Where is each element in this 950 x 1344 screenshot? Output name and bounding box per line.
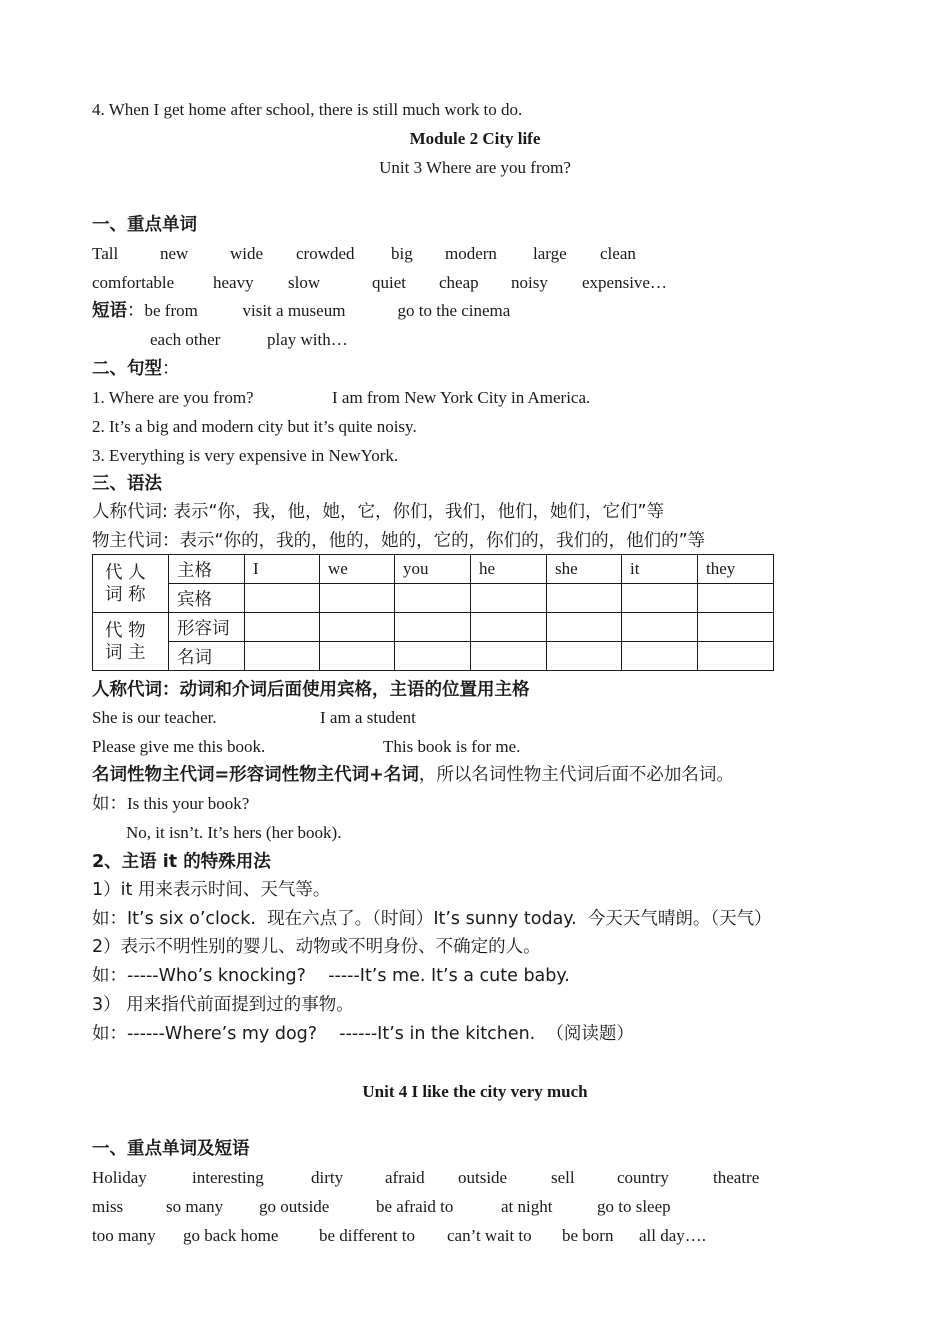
sentence-3: 3. Everything is very expensive in NewYork. bbox=[92, 446, 399, 465]
possessive-rule-rest: ，所以名词性物主代词后面不必加名词。 bbox=[418, 765, 734, 785]
table-cell bbox=[245, 642, 320, 671]
table-cell bbox=[245, 584, 320, 613]
example-row-2 bbox=[92, 736, 520, 758]
phrase: all day…. bbox=[639, 1226, 707, 1245]
table-cell bbox=[622, 584, 698, 613]
table-cell bbox=[320, 584, 395, 613]
unit4-title: Unit 4 I like the city very much bbox=[362, 1082, 588, 1101]
table-cell bbox=[320, 613, 395, 642]
sentence-question: 1. Where are you from? bbox=[92, 388, 254, 407]
table-row bbox=[93, 642, 774, 671]
word: country bbox=[617, 1168, 669, 1187]
table-cell: you bbox=[395, 555, 471, 584]
table-cell bbox=[547, 613, 622, 642]
it-usage-1-example: 如：It’s six o’clock. 现在六点了。（时间）It’s sunny today. 今天天气晴朗。（天气） bbox=[92, 909, 772, 929]
table-cell bbox=[698, 642, 774, 671]
table-cell bbox=[395, 613, 471, 642]
word: wide bbox=[230, 244, 264, 263]
phrase: play with… bbox=[267, 330, 348, 349]
word: big bbox=[391, 244, 413, 263]
word: sell bbox=[551, 1168, 575, 1187]
unit4-words-row2 bbox=[92, 1196, 671, 1218]
module-title: Module 2 City life bbox=[409, 129, 541, 148]
word: clean bbox=[600, 244, 636, 263]
possessive-pronoun-definition: 物主代词：表示“你的，我的，他的，她的，它的，你们的，我们的，他们的”等 bbox=[92, 531, 706, 551]
word: heavy bbox=[213, 273, 254, 292]
table-cell: they bbox=[698, 555, 774, 584]
it-usage-heading: 2、主语 it 的特殊用法 bbox=[92, 852, 271, 872]
table-cell bbox=[698, 613, 774, 642]
phrase: so many bbox=[166, 1197, 224, 1216]
word: Holiday bbox=[92, 1168, 147, 1187]
phrase: be different to bbox=[319, 1226, 415, 1245]
table-cell bbox=[471, 642, 547, 671]
example-row-1 bbox=[92, 707, 416, 729]
sentence-1 bbox=[92, 387, 590, 409]
unit3-grammar-heading: 三、语法 bbox=[92, 474, 162, 494]
unit4-key-words-heading: 一、重点单词及短语 bbox=[92, 1139, 250, 1159]
group-possessive-pronoun: 代 物 词 主 bbox=[93, 613, 169, 671]
unit4-words-row1 bbox=[92, 1167, 759, 1189]
it-usage-1: 1）it 用来表示时间、天气等。 bbox=[92, 880, 331, 900]
it-usage-3: 3） 用来指代前面提到过的事物。 bbox=[92, 995, 354, 1015]
unit4-words-row3 bbox=[92, 1225, 706, 1247]
word: modern bbox=[445, 244, 497, 263]
phrase: each other bbox=[150, 330, 221, 349]
example-sentence: I am a student bbox=[320, 708, 416, 727]
table-cell bbox=[471, 613, 547, 642]
phrase: go to sleep bbox=[597, 1197, 671, 1216]
word: dirty bbox=[311, 1168, 344, 1187]
pronoun-table bbox=[92, 554, 774, 671]
sentence-answer: I am from New York City in America. bbox=[332, 388, 591, 407]
row-label: 形容词 bbox=[169, 613, 245, 642]
unit3-sentences-heading-row bbox=[92, 358, 180, 380]
table-cell bbox=[698, 584, 774, 613]
word: slow bbox=[288, 273, 321, 292]
group-personal-pronoun: 代 人 词 称 bbox=[93, 555, 169, 613]
phrase: at night bbox=[501, 1197, 553, 1216]
example-sentence: Please give me this book. bbox=[92, 737, 266, 756]
word: comfortable bbox=[92, 273, 175, 292]
table-row bbox=[93, 613, 774, 642]
example-question: Is this your book? bbox=[127, 794, 250, 813]
table-cell bbox=[395, 584, 471, 613]
table-cell: she bbox=[547, 555, 622, 584]
table-cell: we bbox=[320, 555, 395, 584]
phrase: can’t wait to bbox=[447, 1226, 532, 1245]
word: theatre bbox=[713, 1168, 760, 1187]
word: large bbox=[533, 244, 567, 263]
phrase: be from bbox=[144, 301, 198, 320]
unit3-key-words-heading: 一、重点单词 bbox=[92, 215, 197, 235]
table-cell bbox=[471, 584, 547, 613]
unit3-sentences-heading: 二、句型 bbox=[92, 359, 162, 379]
word: cheap bbox=[439, 273, 479, 292]
pronoun-rule: 人称代词：动词和介词后面使用宾格，主语的位置用主格 bbox=[92, 680, 530, 700]
it-usage-2: 2）表示不明性别的婴儿、动物或不明身份、不确定的人。 bbox=[92, 937, 541, 957]
word: interesting bbox=[192, 1168, 264, 1187]
phrases-colon: ： bbox=[127, 301, 145, 321]
example-answer: No, it isn’t. It’s hers (her book). bbox=[126, 823, 342, 842]
word: noisy bbox=[511, 273, 548, 292]
phrases-label: 短语 bbox=[92, 301, 127, 321]
possessive-rule bbox=[92, 764, 734, 786]
example-sentence: This book is for me. bbox=[383, 737, 521, 756]
table-row bbox=[93, 555, 774, 584]
phrase: be born bbox=[562, 1226, 614, 1245]
row-label: 宾格 bbox=[169, 584, 245, 613]
table-cell: he bbox=[471, 555, 547, 584]
unit3-words-row2 bbox=[92, 272, 667, 294]
possessive-rule-bold: 名词性物主代词=形容词性物主代词+名词 bbox=[92, 765, 419, 785]
example-sentence: She is our teacher. bbox=[92, 708, 217, 727]
intro-sentence: 4. When I get home after school, there is still much work to do. bbox=[92, 100, 523, 119]
unit3-words-row1 bbox=[92, 243, 636, 265]
table-cell bbox=[547, 584, 622, 613]
table-cell bbox=[622, 642, 698, 671]
it-usage-2-example: 如：-----Who’s knocking? -----It’s me. It’s a cute baby. bbox=[92, 966, 570, 986]
table-row bbox=[93, 584, 774, 613]
table-cell bbox=[395, 642, 471, 671]
example-label: 如： bbox=[92, 794, 127, 814]
word: Tall bbox=[92, 244, 119, 263]
table-cell bbox=[245, 613, 320, 642]
table-cell bbox=[320, 642, 395, 671]
phrase: be afraid to bbox=[376, 1197, 454, 1216]
phrase: visit a museum bbox=[242, 301, 346, 320]
phrase: go to the cinema bbox=[397, 301, 511, 320]
table-cell: it bbox=[622, 555, 698, 584]
row-label: 主格 bbox=[169, 555, 245, 584]
table-cell bbox=[622, 613, 698, 642]
unit3-phrases-row1 bbox=[92, 300, 510, 322]
it-usage-3-example: 如：------Where’s my dog? ------It’s in the kitchen. （阅读题） bbox=[92, 1024, 634, 1044]
word: outside bbox=[458, 1168, 508, 1187]
word: new bbox=[160, 244, 189, 263]
heading-colon: ： bbox=[162, 359, 180, 379]
word: crowded bbox=[296, 244, 355, 263]
unit3-phrases-row2 bbox=[150, 329, 348, 351]
example-row-3 bbox=[92, 793, 249, 815]
personal-pronoun-definition: 人称代词: 表示“你，我，他，她，它，你们，我们，他们，她们，它们”等 bbox=[92, 502, 665, 522]
phrase: go outside bbox=[259, 1197, 330, 1216]
unit3-title: Unit 3 Where are you from? bbox=[379, 158, 571, 177]
row-label: 名词 bbox=[169, 642, 245, 671]
sentence-2: 2. It’s a big and modern city but it’s quite noisy. bbox=[92, 417, 417, 436]
phrase: too many bbox=[92, 1226, 156, 1245]
phrase: miss bbox=[92, 1197, 124, 1216]
word: expensive… bbox=[582, 273, 667, 292]
word: afraid bbox=[385, 1168, 425, 1187]
word: quiet bbox=[372, 273, 406, 292]
table-cell bbox=[547, 642, 622, 671]
phrase: go back home bbox=[183, 1226, 279, 1245]
table-cell: I bbox=[245, 555, 320, 584]
